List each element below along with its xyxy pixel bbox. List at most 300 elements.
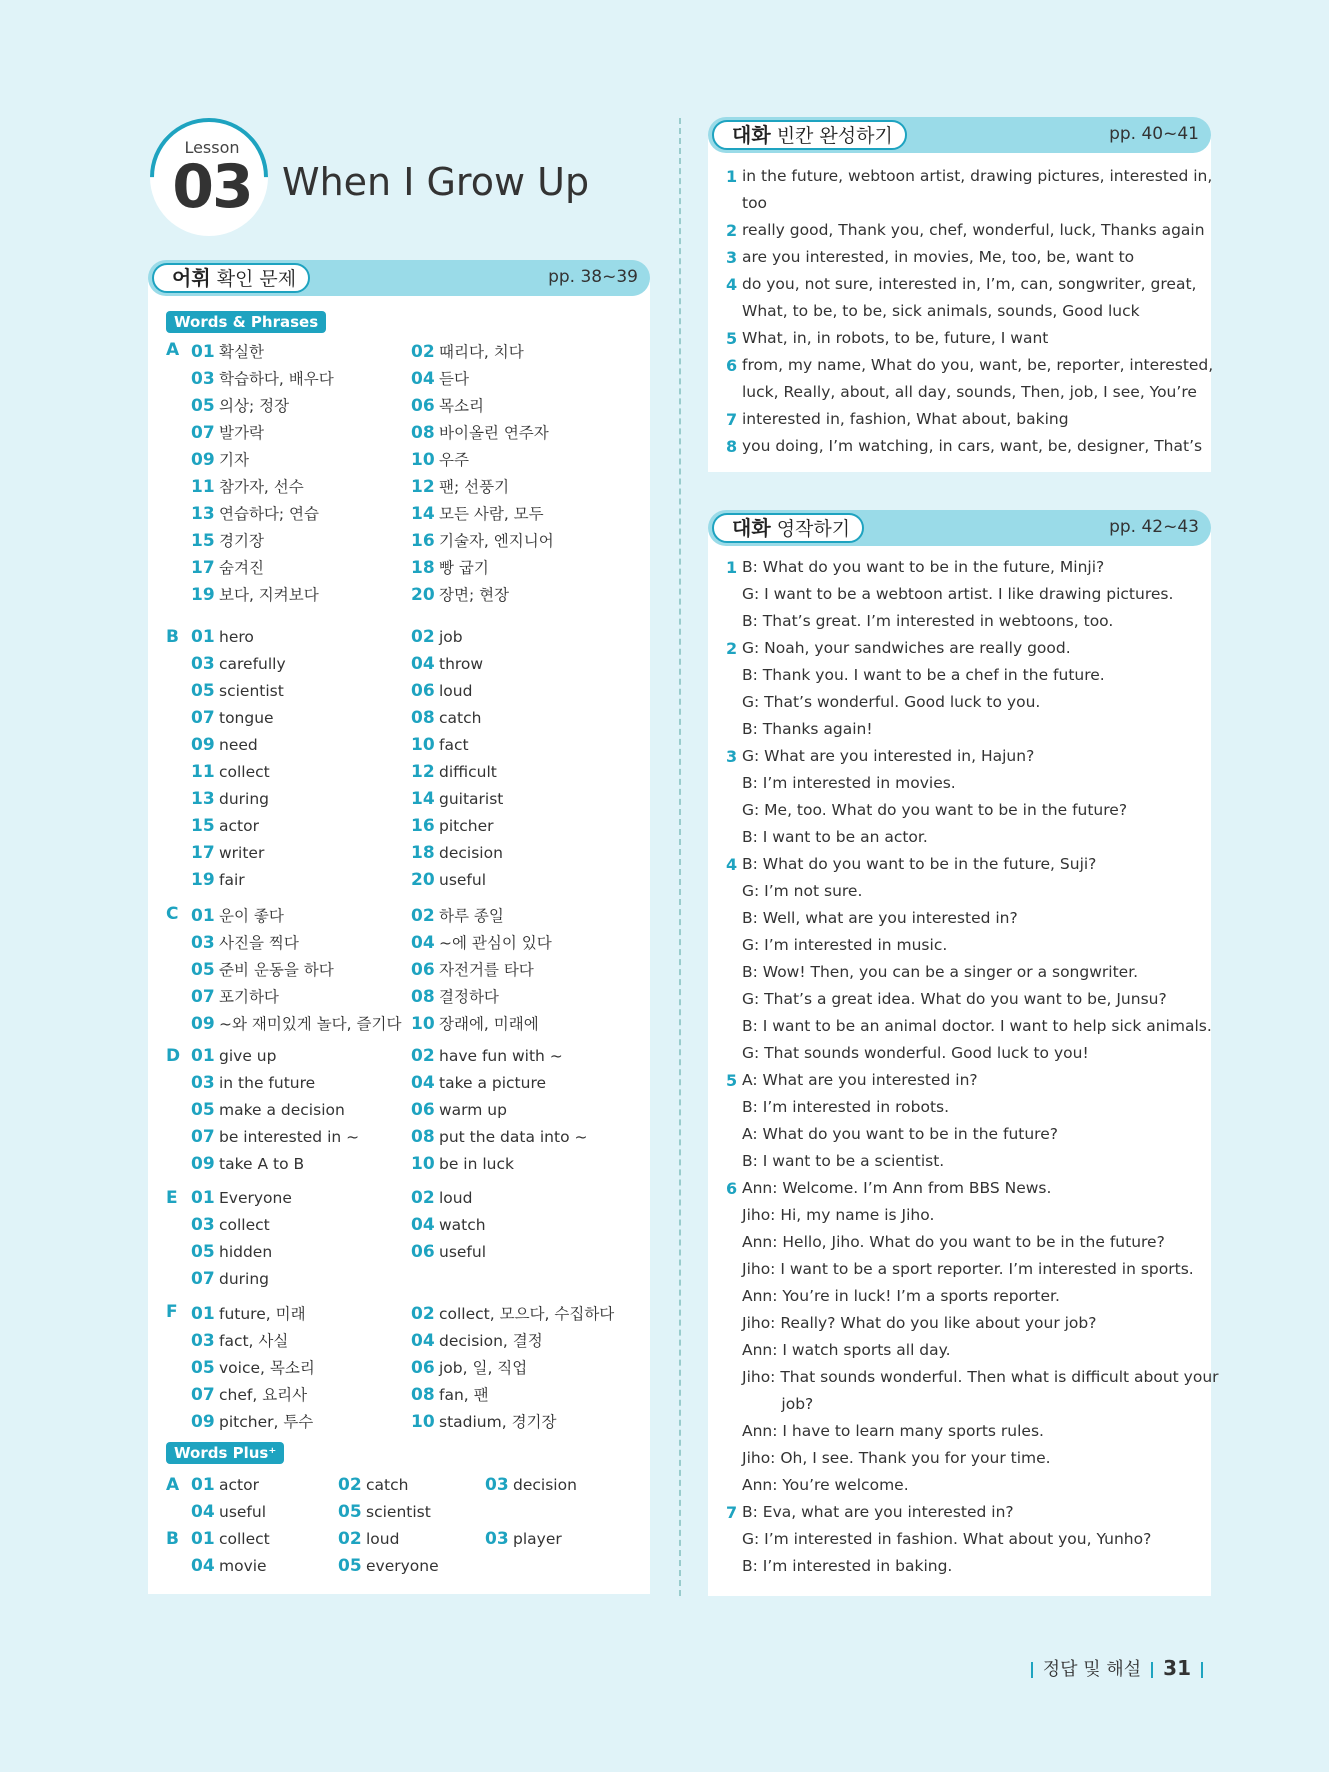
- answer-text: Ann: I watch sports all day.: [742, 1341, 951, 1359]
- answer-text: B: That’s great. I’m interested in webtoons, too.: [742, 612, 1114, 630]
- blank-tag: 대화 빈칸 완성하기: [712, 120, 907, 150]
- answer-text: G: I’m interested in fashion. What about you, Yunho?: [742, 1530, 1152, 1548]
- vocab-item: [411, 816, 493, 836]
- item-number: 10: [411, 450, 435, 470]
- answer-text: A: What are you interested in?: [742, 1071, 978, 1089]
- vocab-item: [411, 1127, 587, 1147]
- item-number: 11: [191, 762, 215, 782]
- item-answer: fan, 팬: [439, 1386, 489, 1404]
- item-number: 01: [191, 627, 215, 647]
- answer-line: [726, 959, 1196, 986]
- answer-text: A: What do you want to be in the future?: [742, 1125, 1058, 1143]
- answer-line: [726, 217, 1205, 244]
- words-plus-chip: Words Plus⁺: [166, 1442, 284, 1464]
- vocab-item: [411, 1410, 557, 1432]
- answer-text: B: I want to be an actor.: [742, 828, 928, 846]
- answer-line: [726, 1256, 1196, 1283]
- vocab-item: [411, 735, 469, 755]
- item-answer: loud: [439, 1189, 473, 1207]
- item-number: 10: [411, 1014, 435, 1034]
- vocab-item: [191, 502, 319, 524]
- vocab-item: [191, 681, 284, 701]
- answer-line: [726, 1094, 1196, 1121]
- vocab-row: [166, 421, 636, 445]
- answer-text: Ann: Welcome. I’m Ann from BBS News.: [742, 1179, 1052, 1197]
- item-answer: 바이올린 연주자: [439, 424, 549, 442]
- item-answer: catch: [439, 709, 482, 727]
- item-answer: carefully: [219, 655, 286, 673]
- item-answer: during: [219, 790, 270, 808]
- vocab-item: [191, 762, 270, 782]
- question-number: 3: [726, 747, 738, 766]
- answer-text: What, in, in robots, to be, future, I want: [742, 329, 1049, 347]
- vocab-row: [166, 735, 636, 759]
- item-answer: during: [219, 1270, 270, 1288]
- vocab-item: [411, 421, 549, 443]
- vocab-item: [191, 843, 264, 863]
- item-number: 04: [411, 1331, 435, 1351]
- words-phrases-chip: Words & Phrases: [166, 311, 326, 333]
- answer-line: [726, 986, 1196, 1013]
- vocab-item: [411, 1242, 486, 1262]
- vocab-row: [166, 1329, 636, 1353]
- item-number: 07: [191, 423, 215, 443]
- vocab-item: [411, 448, 469, 470]
- words-plus-row: [166, 1529, 636, 1553]
- answer-text: Ann: You’re in luck! I’m a sports reporter.: [742, 1287, 1060, 1305]
- section-letter: B: [166, 627, 179, 647]
- vocab-item: [191, 448, 249, 470]
- answer-text: really good, Thank you, chef, wonderful, luck, Thanks again: [742, 221, 1205, 239]
- item-answer: 사진을 찍다: [219, 934, 299, 952]
- item-answer: make a decision: [219, 1101, 345, 1119]
- item-number: 07: [191, 1385, 215, 1405]
- item-answer: loud: [439, 682, 473, 700]
- vocab-item: [191, 556, 264, 578]
- item-number: 16: [411, 816, 435, 836]
- vocab-item: [411, 1100, 507, 1120]
- item-number: 02: [411, 342, 435, 362]
- section-letter: A: [166, 340, 180, 360]
- answer-text: Ann: You’re welcome.: [742, 1476, 909, 1494]
- vocab-item: [191, 1154, 304, 1174]
- item-number: 03: [191, 1215, 215, 1235]
- vocab-item: [411, 1046, 563, 1066]
- answer-text: job?: [742, 1395, 814, 1413]
- vocab-row: [166, 1046, 636, 1070]
- vocab-row: [166, 627, 636, 651]
- vocab-item: [411, 1269, 439, 1287]
- vocab-item: [485, 1556, 513, 1574]
- answer-line: [726, 1445, 1196, 1472]
- item-number: 02: [411, 627, 435, 647]
- item-number: 03: [191, 1073, 215, 1093]
- answer-text: Ann: Hello, Jiho. What do you want to be in the future?: [742, 1233, 1165, 1251]
- item-number: 05: [191, 396, 215, 416]
- answer-line: [726, 662, 1196, 689]
- item-number: 04: [191, 1502, 215, 1522]
- item-answer: difficult: [439, 763, 497, 781]
- item-number: 14: [411, 504, 435, 524]
- item-number: 03: [191, 933, 215, 953]
- compose-pages: pp. 42~43: [1109, 517, 1199, 537]
- item-number: 17: [191, 558, 215, 578]
- vocab-item: [191, 708, 274, 728]
- answer-line: [726, 298, 1196, 325]
- vocab-row: [166, 1154, 636, 1178]
- vocab-item: [191, 1329, 288, 1351]
- item-number: 11: [191, 477, 215, 497]
- answer-line: [726, 689, 1196, 716]
- answer-line: [726, 190, 1196, 217]
- item-answer: 기술자, 엔지니어: [439, 532, 554, 550]
- section-letter: B: [166, 1529, 179, 1549]
- item-answer: fair: [219, 871, 245, 889]
- item-answer: hidden: [219, 1243, 273, 1261]
- vocab-item: [485, 1502, 513, 1520]
- vocab-item: [191, 735, 258, 755]
- answer-text: B: I’m interested in movies.: [742, 774, 956, 792]
- vocab-row: [166, 583, 636, 607]
- vocab-row: [166, 556, 636, 580]
- words-plus-row: [166, 1556, 636, 1580]
- vocab-row: [166, 904, 636, 928]
- item-number: 06: [411, 681, 435, 701]
- lesson-label: Lesson: [184, 138, 240, 157]
- answer-text: What, to be, to be, sick animals, sounds, Good luck: [742, 302, 1140, 320]
- item-number: 05: [338, 1556, 362, 1576]
- item-number: 03: [191, 654, 215, 674]
- answer-text: B: Thanks again!: [742, 720, 873, 738]
- item-answer: pitcher, 투수: [219, 1413, 314, 1431]
- answer-line: [726, 1148, 1196, 1175]
- vocab-item: [411, 1356, 527, 1378]
- answer-text: B: I’m interested in robots.: [742, 1098, 950, 1116]
- question-number: 6: [726, 1179, 738, 1198]
- vocab-item: [191, 1269, 269, 1289]
- answer-text: G: That’s wonderful. Good luck to you.: [742, 693, 1041, 711]
- vocab-row: [166, 931, 636, 955]
- answer-line: [726, 716, 1196, 743]
- answer-text: Jiho: Hi, my name is Jiho.: [742, 1206, 935, 1224]
- vocab-row: [166, 1410, 636, 1434]
- vocab-item: [191, 1073, 315, 1093]
- vocab-item: [411, 985, 499, 1007]
- answer-text: B: What do you want to be in the future, Minji?: [742, 558, 1105, 576]
- item-answer: catch: [366, 1476, 409, 1494]
- compose-tag: 대화 영작하기: [712, 513, 864, 543]
- answer-line: [726, 608, 1196, 635]
- answer-line: [726, 770, 1196, 797]
- item-number: 16: [411, 531, 435, 551]
- vocab-row: [166, 958, 636, 982]
- item-number: 05: [191, 1242, 215, 1262]
- question-number: 4: [726, 275, 738, 294]
- answer-line: [726, 797, 1196, 824]
- answer-line: [726, 406, 1196, 433]
- question-number: 2: [726, 639, 738, 658]
- answer-text: Jiho: Really? What do you like about your job?: [742, 1314, 1097, 1332]
- answer-text: Ann: I have to learn many sports rules.: [742, 1422, 1044, 1440]
- item-answer: useful: [439, 871, 487, 889]
- answer-line: [726, 581, 1196, 608]
- vocab-item: [411, 931, 552, 953]
- vocab-item: [411, 340, 524, 362]
- item-answer: 팬; 선풍기: [439, 478, 510, 496]
- item-number: 01: [191, 1304, 215, 1324]
- vocab-item: [191, 1502, 266, 1522]
- section-letter: C: [166, 904, 179, 924]
- section-letter: F: [166, 1302, 178, 1322]
- answer-text: Jiho: I want to be a sport reporter. I’m interested in sports.: [742, 1260, 1194, 1278]
- column-divider: [679, 118, 681, 1596]
- vocab-item: [191, 1127, 359, 1147]
- item-answer: 결정하다: [439, 988, 499, 1006]
- item-answer: 하루 종일: [439, 907, 504, 925]
- vocab-item: [411, 1383, 489, 1405]
- vocab-item: [338, 1475, 408, 1495]
- vocab-row: [166, 1242, 636, 1266]
- answer-line: [726, 932, 1196, 959]
- item-number: 06: [411, 1358, 435, 1378]
- section-letter: D: [166, 1046, 181, 1066]
- item-answer: 장래에, 미래에: [439, 1015, 539, 1033]
- question-number: 8: [726, 437, 738, 456]
- item-number: 05: [191, 960, 215, 980]
- item-answer: ~와 재미있게 놀다, 즐기다: [219, 1015, 402, 1033]
- item-answer: ~에 관심이 있다: [439, 934, 552, 952]
- item-number: 08: [411, 708, 435, 728]
- answer-text: G: That’s a great idea. What do you want to be, Junsu?: [742, 990, 1167, 1008]
- item-answer: 빵 굽기: [439, 559, 489, 577]
- item-number: 01: [191, 342, 215, 362]
- item-answer: tongue: [219, 709, 274, 727]
- item-answer: 준비 운동을 하다: [219, 961, 334, 979]
- item-answer: 확실한: [219, 343, 264, 361]
- item-number: 06: [411, 1100, 435, 1120]
- words-plus-row: [166, 1502, 636, 1526]
- vocab-row: [166, 502, 636, 526]
- vocab-row: [166, 843, 636, 867]
- question-number: 3: [726, 248, 738, 267]
- item-number: 19: [191, 870, 215, 890]
- vocab-row: [166, 1012, 636, 1036]
- section-letter: A: [166, 1475, 180, 1495]
- vocab-item: [411, 762, 497, 782]
- vocab-item: [191, 583, 319, 605]
- vocab-row: [166, 1269, 636, 1293]
- item-answer: 우주: [439, 451, 469, 469]
- item-answer: 의상; 정장: [219, 397, 290, 415]
- item-answer: collect: [219, 1216, 270, 1234]
- item-number: 01: [191, 906, 215, 926]
- item-answer: have fun with ~: [439, 1047, 563, 1065]
- item-answer: scientist: [219, 682, 284, 700]
- vocab-item: [411, 1215, 486, 1235]
- item-answer: be interested in ~: [219, 1128, 360, 1146]
- lesson-number: 03: [172, 152, 252, 222]
- vocab-row: [166, 708, 636, 732]
- item-answer: 때리다, 치다: [439, 343, 524, 361]
- vocab-item: [191, 1475, 259, 1495]
- item-answer: future, 미래: [219, 1305, 306, 1323]
- answer-line: [726, 1337, 1196, 1364]
- item-answer: take A to B: [219, 1155, 305, 1173]
- answer-text: B: Wow! Then, you can be a singer or a songwriter.: [742, 963, 1139, 981]
- item-number: 04: [411, 1215, 435, 1235]
- item-number: 20: [411, 585, 435, 605]
- item-number: 09: [191, 1014, 215, 1034]
- item-number: 02: [338, 1475, 362, 1495]
- vocab-item: [411, 1073, 546, 1093]
- item-number: 18: [411, 843, 435, 863]
- item-answer: useful: [439, 1243, 487, 1261]
- item-number: 19: [191, 585, 215, 605]
- vocab-item: [191, 1012, 401, 1034]
- item-answer: in the future: [219, 1074, 316, 1092]
- item-answer: 기자: [219, 451, 249, 469]
- item-number: 01: [191, 1046, 215, 1066]
- item-number: 01: [191, 1188, 215, 1208]
- item-number: 04: [411, 369, 435, 389]
- vocab-item: [411, 627, 463, 647]
- answer-text: do you, not sure, interested in, I’m, can, songwriter, great,: [742, 275, 1197, 293]
- vocab-item: [191, 1100, 345, 1120]
- item-number: 18: [411, 558, 435, 578]
- item-answer: take a picture: [439, 1074, 547, 1092]
- answer-line: [726, 271, 1196, 298]
- item-number: 06: [411, 1242, 435, 1262]
- item-number: 03: [485, 1529, 509, 1549]
- vocab-row: [166, 762, 636, 786]
- item-answer: 운이 좋다: [219, 907, 284, 925]
- question-number: 5: [726, 1071, 738, 1090]
- item-answer: useful: [219, 1503, 267, 1521]
- item-answer: player: [513, 1530, 562, 1548]
- item-number: 03: [485, 1475, 509, 1495]
- vocab-banner: [148, 260, 650, 296]
- question-number: 7: [726, 410, 738, 429]
- vocab-row: [166, 1302, 636, 1326]
- vocab-item: [191, 1410, 313, 1432]
- item-number: 10: [411, 735, 435, 755]
- item-answer: fact: [439, 736, 469, 754]
- vocab-item: [191, 816, 259, 836]
- item-answer: voice, 목소리: [219, 1359, 315, 1377]
- question-number: 5: [726, 329, 738, 348]
- vocab-row: [166, 1188, 636, 1212]
- answer-text: B: I want to be a scientist.: [742, 1152, 945, 1170]
- item-answer: 자전거를 타다: [439, 961, 534, 979]
- vocab-item: [338, 1556, 439, 1576]
- item-answer: give up: [219, 1047, 277, 1065]
- item-answer: 학습하다, 배우다: [219, 370, 334, 388]
- item-answer: collect, 모으다, 수집하다: [439, 1305, 615, 1323]
- vocab-item: [191, 529, 264, 551]
- answer-line: [726, 1553, 1196, 1580]
- item-number: 06: [411, 960, 435, 980]
- vocab-item: [191, 985, 279, 1007]
- item-number: 08: [411, 987, 435, 1007]
- footer-label: 정답 및 해설: [1042, 1659, 1142, 1680]
- answer-text: B: Eva, what are you interested in?: [742, 1503, 1014, 1521]
- item-answer: need: [219, 736, 258, 754]
- item-answer: 참가자, 선수: [219, 478, 304, 496]
- vocab-item: [411, 502, 544, 524]
- item-answer: loud: [366, 1530, 400, 1548]
- item-answer: chef, 요리사: [219, 1386, 308, 1404]
- vocab-row: [166, 985, 636, 1009]
- answer-line: [726, 433, 1203, 460]
- item-answer: 포기하다: [219, 988, 279, 1006]
- item-answer: 연습하다; 연습: [219, 505, 319, 523]
- vocab-item: [191, 627, 254, 647]
- item-answer: warm up: [439, 1101, 507, 1119]
- question-number: 6: [726, 356, 738, 375]
- vocab-item: [191, 1356, 315, 1378]
- vocab-item: [411, 1188, 472, 1208]
- answer-text: B: I want to be an animal doctor. I want to help sick animals.: [742, 1017, 1212, 1035]
- item-answer: scientist: [366, 1503, 431, 1521]
- vocab-row: [166, 870, 636, 894]
- item-answer: be in luck: [439, 1155, 514, 1173]
- vocab-item: [411, 394, 484, 416]
- item-number: 05: [191, 1100, 215, 1120]
- item-number: 07: [191, 1269, 215, 1289]
- vocab-row: [166, 1356, 636, 1380]
- item-answer: put the data into ~: [439, 1128, 588, 1146]
- item-number: 01: [191, 1475, 215, 1495]
- answer-line: [726, 379, 1196, 406]
- vocab-row: [166, 681, 636, 705]
- vocab-row: [166, 448, 636, 472]
- item-number: 04: [411, 654, 435, 674]
- answer-line: [726, 1229, 1196, 1256]
- vocab-row: [166, 529, 636, 553]
- question-number: 7: [726, 1503, 738, 1522]
- vocab-row: [166, 1127, 636, 1151]
- vocab-row: [166, 1073, 636, 1097]
- item-answer: decision: [513, 1476, 577, 1494]
- answer-text: G: Me, too. What do you want to be in the future?: [742, 801, 1128, 819]
- answer-line: [726, 1040, 1196, 1067]
- answer-text: you doing, I’m watching, in cars, want, be, designer, That’s: [742, 437, 1203, 455]
- vocab-item: [191, 1242, 272, 1262]
- item-number: 08: [411, 423, 435, 443]
- item-number: 02: [411, 1304, 435, 1324]
- answer-text: G: I’m interested in music.: [742, 936, 948, 954]
- vocab-item: [191, 421, 264, 443]
- item-number: 13: [191, 504, 215, 524]
- answer-line: [726, 1472, 1196, 1499]
- answer-line: [726, 554, 1196, 581]
- question-number: 1: [726, 558, 738, 577]
- vocab-row: [166, 1100, 636, 1124]
- item-answer: 모든 사람, 모두: [439, 505, 544, 523]
- lesson-badge: [150, 118, 272, 240]
- answer-text: G: I’m not sure.: [742, 882, 863, 900]
- item-number: 09: [191, 1154, 215, 1174]
- answer-text: G: Noah, your sandwiches are really good.: [742, 639, 1071, 657]
- vocab-item: [411, 529, 554, 551]
- item-number: 04: [411, 933, 435, 953]
- item-answer: actor: [219, 817, 259, 835]
- item-answer: collect: [219, 763, 270, 781]
- vocab-item: [191, 1383, 307, 1405]
- item-answer: everyone: [366, 1557, 439, 1575]
- vocab-row: [166, 789, 636, 813]
- answer-line: [726, 1175, 1196, 1202]
